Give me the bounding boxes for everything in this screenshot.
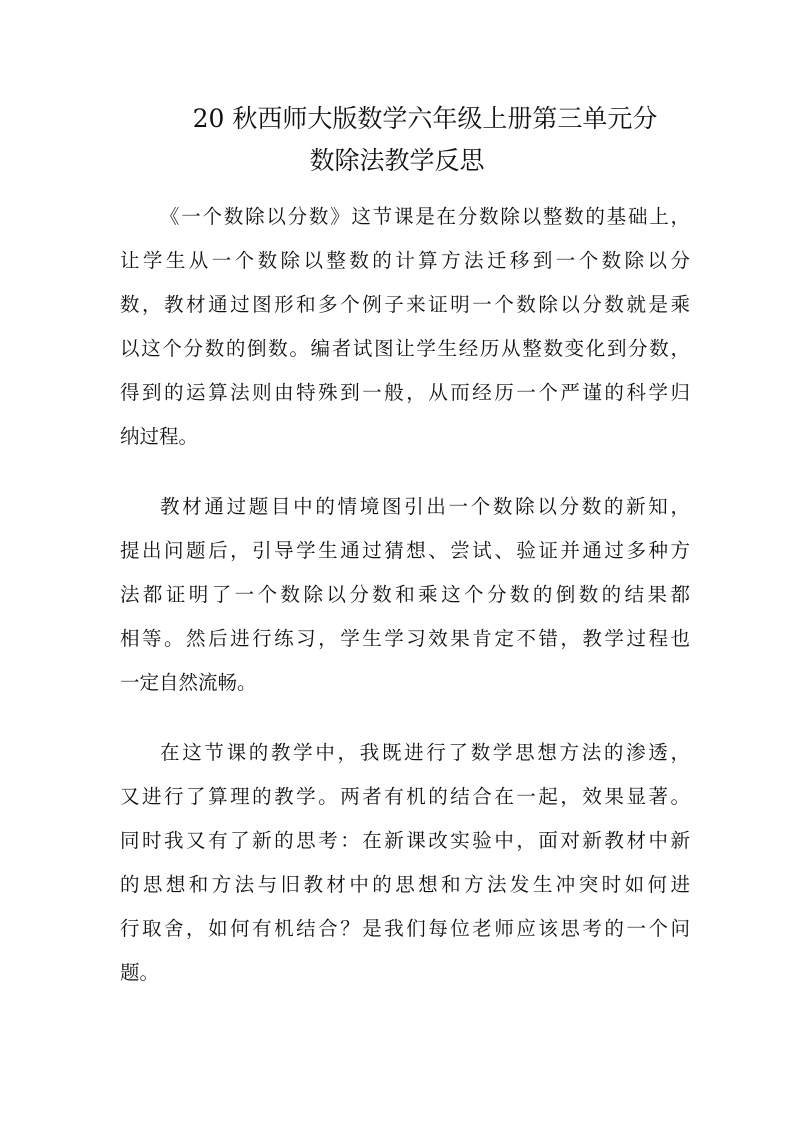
document-body: [120, 195, 690, 1021]
paragraph-line: 相等。然后进行练习，学生学习效果肯定不错，教学过程也: [120, 627, 690, 650]
paragraph-line: 在这节课的教学中，我既进行了数学思想方法的渗透，: [160, 741, 690, 764]
paragraph-line: 提出问题后，引导学生通过猜想、尝试、验证并通过多种方: [120, 539, 690, 562]
paragraph-line: 让学生从一个数除以整数的计算方法迁移到一个数除以分: [120, 249, 690, 272]
paragraph-line: 教材通过题目中的情境图引出一个数除以分数的新知，: [160, 495, 690, 518]
paragraph-3: [120, 731, 690, 995]
paragraph-line: 得到的运算法则由特殊到一般，从而经历一个严谨的科学归: [120, 381, 690, 404]
paragraph-line: 行取舍，如何有机结合？是我们每位老师应该思考的一个问: [120, 917, 690, 940]
paragraph-line: 《一个数除以分数》这节课是在分数除以整数的基础上，: [160, 205, 690, 228]
paragraph-2: [120, 485, 690, 705]
paragraph-line: 同时我又有了新的思考：在新课改实验中，面对新教材中新: [120, 829, 690, 852]
paragraph-line: 题。: [120, 961, 160, 984]
paragraph-line: 纳过程。: [120, 425, 199, 448]
paragraph-1: [120, 195, 690, 459]
paragraph-line: 数，教材通过图形和多个例子来证明一个数除以分数就是乘: [120, 293, 690, 316]
paragraph-line: 以这个分数的倒数。编者试图让学生经历从整数变化到分数，: [120, 337, 690, 360]
document-title-line-2: 数除法教学反思: [309, 146, 485, 175]
document-title-line-1: 20 秋西师大版数学六年级上册第三单元分: [192, 104, 658, 133]
paragraph-line: 法都证明了一个数除以分数和乘这个分数的倒数的结果都: [120, 583, 690, 606]
paragraph-line: 又进行了算理的教学。两者有机的结合在一起，效果显著。: [120, 785, 690, 808]
paragraph-line: 一定自然流畅。: [120, 671, 257, 694]
paragraph-line: 的思想和方法与旧教材中的思想和方法发生冲突时如何进: [120, 873, 690, 896]
